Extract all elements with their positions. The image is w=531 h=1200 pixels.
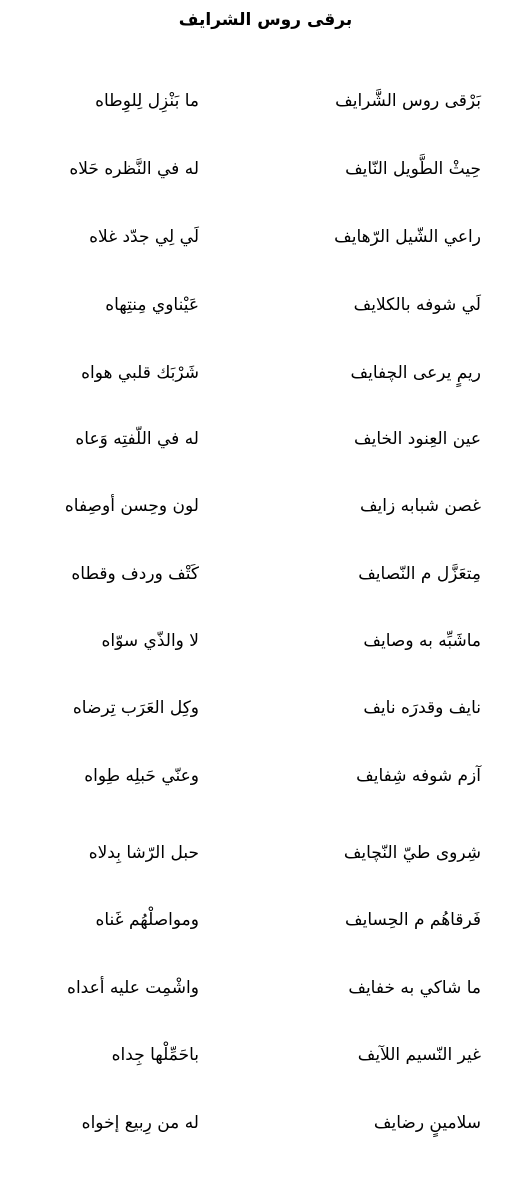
verse-line	[0, 905, 531, 935]
verse-second-half: وكِل العَرَب تِرضاه	[72, 698, 199, 718]
verse-line	[0, 1040, 531, 1070]
verse-first-half: راعي الشّيل الرّهايف	[334, 227, 481, 247]
verse-first-half: شِروى طيّ النّچايف	[343, 843, 481, 863]
verse-first-half: آزم شوفه شِفايف	[356, 766, 481, 786]
verse-second-half: لا والذّي سوّاه	[101, 631, 199, 651]
verse-second-half: حبل الرّشا بِدلاه	[88, 843, 199, 863]
verse-line	[0, 626, 531, 656]
verse-line	[0, 559, 531, 589]
verse-first-half: ما شاكي به خفايف	[348, 978, 481, 998]
verse-second-half: عَيْناوي مِنتِهاه	[105, 295, 199, 315]
verse-first-half: مِتعَزَّل م النّصايف	[358, 564, 481, 584]
verse-second-half: شَرْبَك قلبي هواه	[81, 363, 199, 383]
verse-first-half: ماشَبِّه به وصايف	[363, 631, 481, 651]
verse-second-half: باحَمِّلْها جِداه	[111, 1045, 199, 1065]
verse-first-half: غير النّسيم اللآيف	[357, 1045, 481, 1065]
verse-line	[0, 838, 531, 868]
verse-line	[0, 154, 531, 184]
poem-title: برقى روس الشرايف	[178, 10, 353, 30]
verse-second-half: له في اللّفتِه وَعاه	[75, 429, 199, 449]
verse-second-half: لَي لِي جدّد غلاه	[89, 227, 199, 247]
verse-first-half: فَرقاهُم م الحِسايف	[345, 910, 481, 930]
verse-second-half: واشْمِت عليه أعداه	[67, 978, 199, 998]
verse-line	[0, 973, 531, 1003]
verse-first-half: لَي شوفه بالكلايف	[353, 295, 481, 315]
verse-line	[0, 491, 531, 521]
verse-line	[0, 290, 531, 320]
verse-first-half: نايف وقدرَه نايف	[363, 698, 481, 718]
verse-line	[0, 693, 531, 723]
verse-line	[0, 222, 531, 252]
verse-second-half: له من رِبيع إخواه	[81, 1113, 199, 1133]
verse-first-half: بَرْقى روس الشَّرايف	[335, 91, 481, 111]
verse-line	[0, 761, 531, 791]
verse-second-half: له في النَّظره حَلاه	[69, 159, 199, 179]
verse-first-half: حِيثْ الطَّويل النّايف	[345, 159, 481, 179]
verse-line	[0, 358, 531, 388]
verse-second-half: لون وحِسن أوصِفاه	[64, 496, 199, 516]
verse-second-half: ومواصلْهُم غَناه	[95, 910, 199, 930]
verse-line	[0, 86, 531, 116]
verse-second-half: وعنّي حَبلِه طِواه	[84, 766, 199, 786]
verse-second-half: ما بَنْزِل لِلوِطاه	[95, 91, 199, 111]
verse-first-half: عين العِنود الخايف	[354, 429, 481, 449]
verse-first-half: غصن شبابه زايف	[359, 496, 481, 516]
verse-line	[0, 424, 531, 454]
verse-first-half: سلامينٍ رضايف	[373, 1113, 481, 1133]
verse-line	[0, 1108, 531, 1138]
verse-first-half: ريمٍ يرعى الچفايف	[350, 363, 481, 383]
verse-second-half: كَتْف وردف وقطاه	[71, 564, 199, 584]
